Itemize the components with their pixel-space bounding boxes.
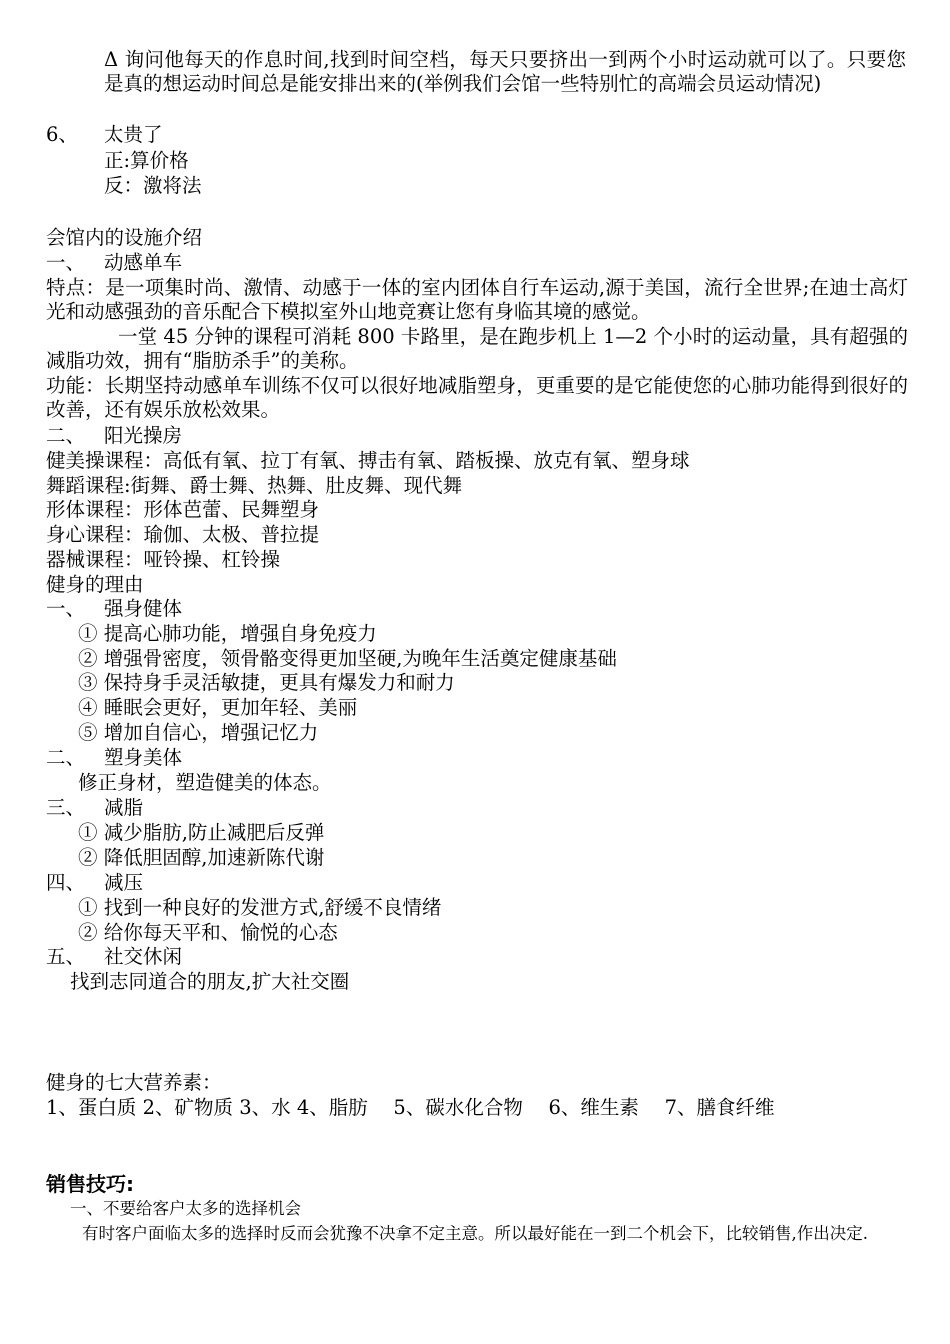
facility-1-heading — [46, 251, 908, 275]
reason-1-number: 一、 — [46, 597, 86, 620]
list-item: ② 增强骨密度，领骨骼变得更加坚硬,为晚年生活奠定健康基础 — [78, 647, 617, 670]
reason-4-title: 减压 — [104, 871, 144, 894]
facility-2-number: 二、 — [46, 424, 86, 447]
reason-2-text: 修正身材，塑造健美的体态。 — [78, 771, 332, 794]
objection-6-title: 太贵了 — [104, 123, 163, 146]
reason-4-number: 四、 — [46, 871, 86, 894]
facility-1-calorie: 一堂 45 分钟的课程可消耗 800 卡路里，是在跑步机上 1—2 个小时的运动量，具有超强的减脂功效，拥有“脂肪杀手”的美称。 — [46, 325, 908, 372]
list-item: ① 找到一种良好的发泄方式,舒缓不良情绪 — [78, 896, 442, 919]
reason-3-title: 减脂 — [104, 796, 144, 819]
course-line: 健美操课程：高低有氧、拉丁有氧、搏击有氧、踏板操、放克有氧、塑身球 — [46, 449, 690, 472]
list-item: ② 给你每天平和、愉悦的心态 — [78, 921, 338, 944]
reason-3-number: 三、 — [46, 796, 86, 819]
facility-1-title: 动感单车 — [104, 251, 183, 274]
facility-2-heading — [46, 424, 908, 448]
nutrients-title: 健身的七大营养素： — [46, 1071, 222, 1094]
reasons-title: 健身的理由 — [46, 573, 144, 596]
list-item: ② 降低胆固醇,加速新陈代谢 — [78, 846, 325, 869]
reason-5-number: 五、 — [46, 945, 86, 968]
sales-point-1: 一、不要给客户太多的选择机会 — [70, 1199, 301, 1218]
sales-point-1-text: 有时客户面临太多的选择时反而会犹豫不决拿不定主意。所以最好能在一到二个机会下，比较销售,作出决定. — [82, 1224, 868, 1243]
objection-6-heading — [46, 123, 908, 147]
reason-5-title: 社交休闲 — [104, 945, 183, 968]
course-line: 形体课程：形体芭蕾、民舞塑身 — [46, 498, 320, 521]
reason-5-heading — [46, 945, 908, 969]
nutrients-list: 1、蛋白质 2、矿物质 3、水 4、脂肪 5、碳水化合物 6、维生素 7、膳食纤维 — [46, 1096, 775, 1119]
course-line: 器械课程：哑铃操、杠铃操 — [46, 548, 281, 571]
objection-6-negative: 反：激将法 — [104, 174, 202, 197]
facility-1-feature: 特点：是一项集时尚、激情、动感于一体的室内团体自行车运动,源于美国，流行全世界;在迪士高灯光和动感强劲的音乐配合下模拟室外山地竞赛让您有身临其境的感觉。 — [46, 276, 908, 323]
objection-6-positive: 正:算价格 — [104, 149, 189, 172]
list-item: ③ 保持身手灵活敏捷，更具有爆发力和耐力 — [78, 671, 455, 694]
list-item: ① 减少脂肪,防止减肥后反弹 — [78, 821, 325, 844]
facilities-title: 会馆内的设施介绍 — [46, 226, 203, 249]
reason-1-heading — [46, 597, 908, 621]
facility-1-number: 一、 — [46, 251, 86, 274]
course-line: 身心课程：瑜伽、太极、普拉提 — [46, 523, 320, 546]
reason-2-number: 二、 — [46, 746, 86, 769]
reason-5-text: 找到志同道合的朋友,扩大社交圈 — [70, 970, 350, 993]
reason-2-title: 塑身美体 — [104, 746, 183, 769]
reason-3-heading — [46, 796, 908, 820]
sales-title: 销售技巧: — [46, 1172, 134, 1196]
reason-2-heading — [46, 746, 908, 770]
facility-1-function: 功能：长期坚持动感单车训练不仅可以很好地减脂塑身，更重要的是它能使您的心肺功能得到很好的改善，还有娱乐放松效果。 — [46, 374, 908, 421]
list-item: ④ 睡眠会更好，更加年轻、美丽 — [78, 696, 358, 719]
schedule-paragraph: Δ 询问他每天的作息时间,找到时间空档，每天只要挤出一到两个小时运动就可以了。只要您是真的想运动时间总是能安排出来的(举例我们会馆一些特别忙的高端会员运动情况) — [104, 48, 906, 95]
reason-1-title: 强身健体 — [104, 597, 183, 620]
course-line: 舞蹈课程:街舞、爵士舞、热舞、肚皮舞、现代舞 — [46, 474, 463, 497]
reason-4-heading — [46, 871, 908, 895]
list-item: ① 提高心肺功能，增强自身免疫力 — [78, 622, 377, 645]
list-item: ⑤ 增加自信心，增强记忆力 — [78, 721, 319, 744]
facility-2-title: 阳光操房 — [104, 424, 183, 447]
objection-6-number: 6、 — [46, 123, 78, 146]
